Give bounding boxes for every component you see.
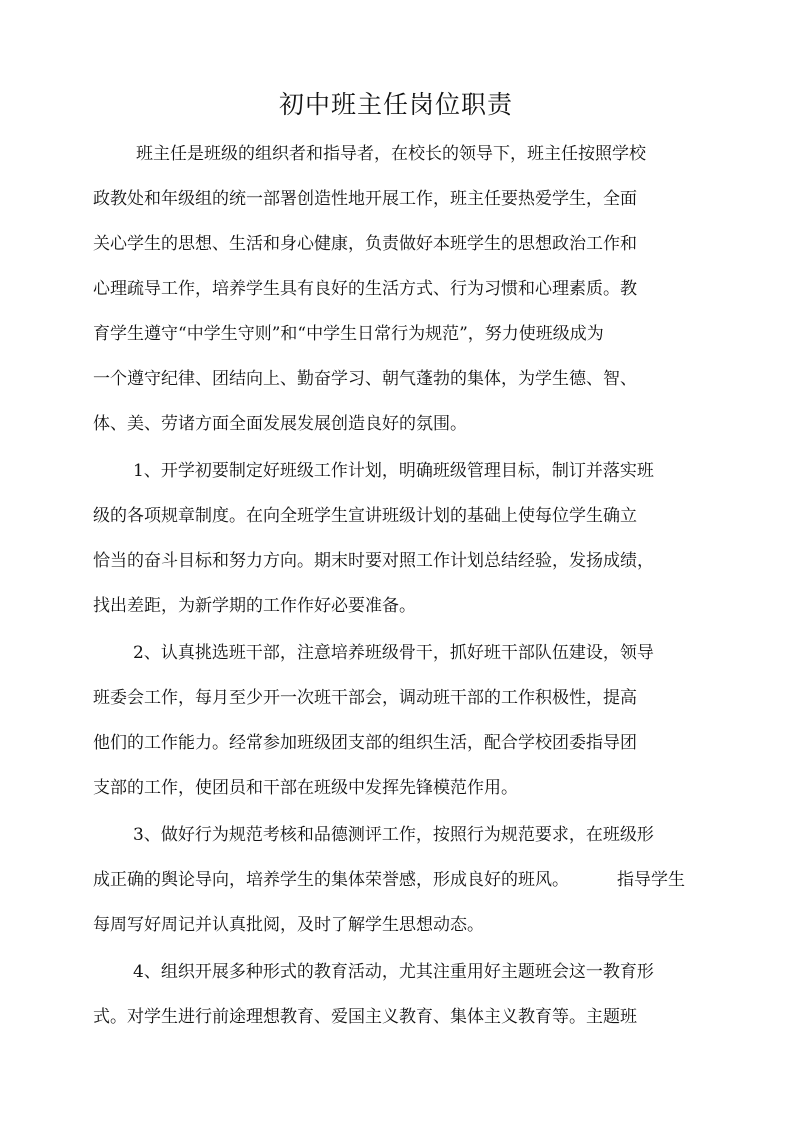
paragraph-line-10: 恰当的奋斗目标和努力方向。期末时要对照工作计划总结经验，发扬成绩， [93, 551, 654, 571]
paragraph-line-6: 一个遵守纪律、团结向上、勤奋学习、朝气蓬勃的集体，为学生德、智、 [93, 369, 637, 389]
paragraph-line-13: 班委会工作，每月至少开一次班干部会，调动班干部的工作积极性，提高 [93, 688, 637, 708]
paragraph-line-16: 3、做好行为规范考核和品德测评工作，按照行为规范要求，在班级形 [133, 825, 654, 845]
paragraph-line-5: 育学生遵守“中学生守则”和“中学生日常行为规范”，努力使班级成为 [93, 324, 604, 344]
paragraph-line-11: 找出差距，为新学期的工作作好必要准备。 [93, 596, 416, 616]
paragraph-line-9: 级的各项规章制度。在向全班学生宣讲班级计划的基础上使每位学生确立 [93, 506, 637, 526]
paragraph-line-12: 2、认真挑选班干部，注意培养班级骨干，抓好班干部队伍建设，领导 [133, 643, 654, 663]
paragraph-line-18: 每周写好周记并认真批阅，及时了解学生思想动态。 [93, 915, 484, 935]
paragraph-line-17 [93, 865, 685, 895]
paragraph-line-19: 4、组织开展多种形式的教育活动，尤其注重用好主题班会这一教育形 [133, 962, 654, 982]
paragraph-line-8: 1、开学初要制定好班级工作计划，明确班级管理目标，制订并落实班 [133, 461, 654, 481]
paragraph-line-20: 式。对学生进行前途理想教育、爱国主义教育、集体主义教育等。主题班 [93, 1007, 637, 1027]
paragraph-line-17-tail: 指导学生 [617, 870, 685, 890]
paragraph-line-17-text: 成正确的舆论导向，培养学生的集体荣誉感，形成良好的班风。 [93, 870, 569, 890]
paragraph-line-15: 支部的工作，使团员和干部在班级中发挥先锋模范作用。 [93, 778, 518, 798]
paragraph-line-4: 心理疏导工作，培养学生具有良好的生活方式、行为习惯和心理素质。教 [93, 279, 637, 299]
paragraph-line-2: 政教处和年级组的统一部署创造性地开展工作，班主任要热爱学生，全面 [93, 189, 637, 209]
paragraph-line-3: 关心学生的思想、生活和身心健康，负责做好本班学生的思想政治工作和 [93, 234, 637, 254]
paragraph-line-1: 班主任是班级的组织者和指导者，在校长的领导下，班主任按照学校 [136, 144, 646, 164]
paragraph-line-7: 体、美、劳诸方面全面发展发展创造良好的氛围。 [93, 414, 467, 434]
paragraph-line-14: 他们的工作能力。经常参加班级团支部的组织生活，配合学校团委指导团 [93, 733, 637, 753]
document-title: 初中班主任岗位职责 [278, 90, 513, 119]
